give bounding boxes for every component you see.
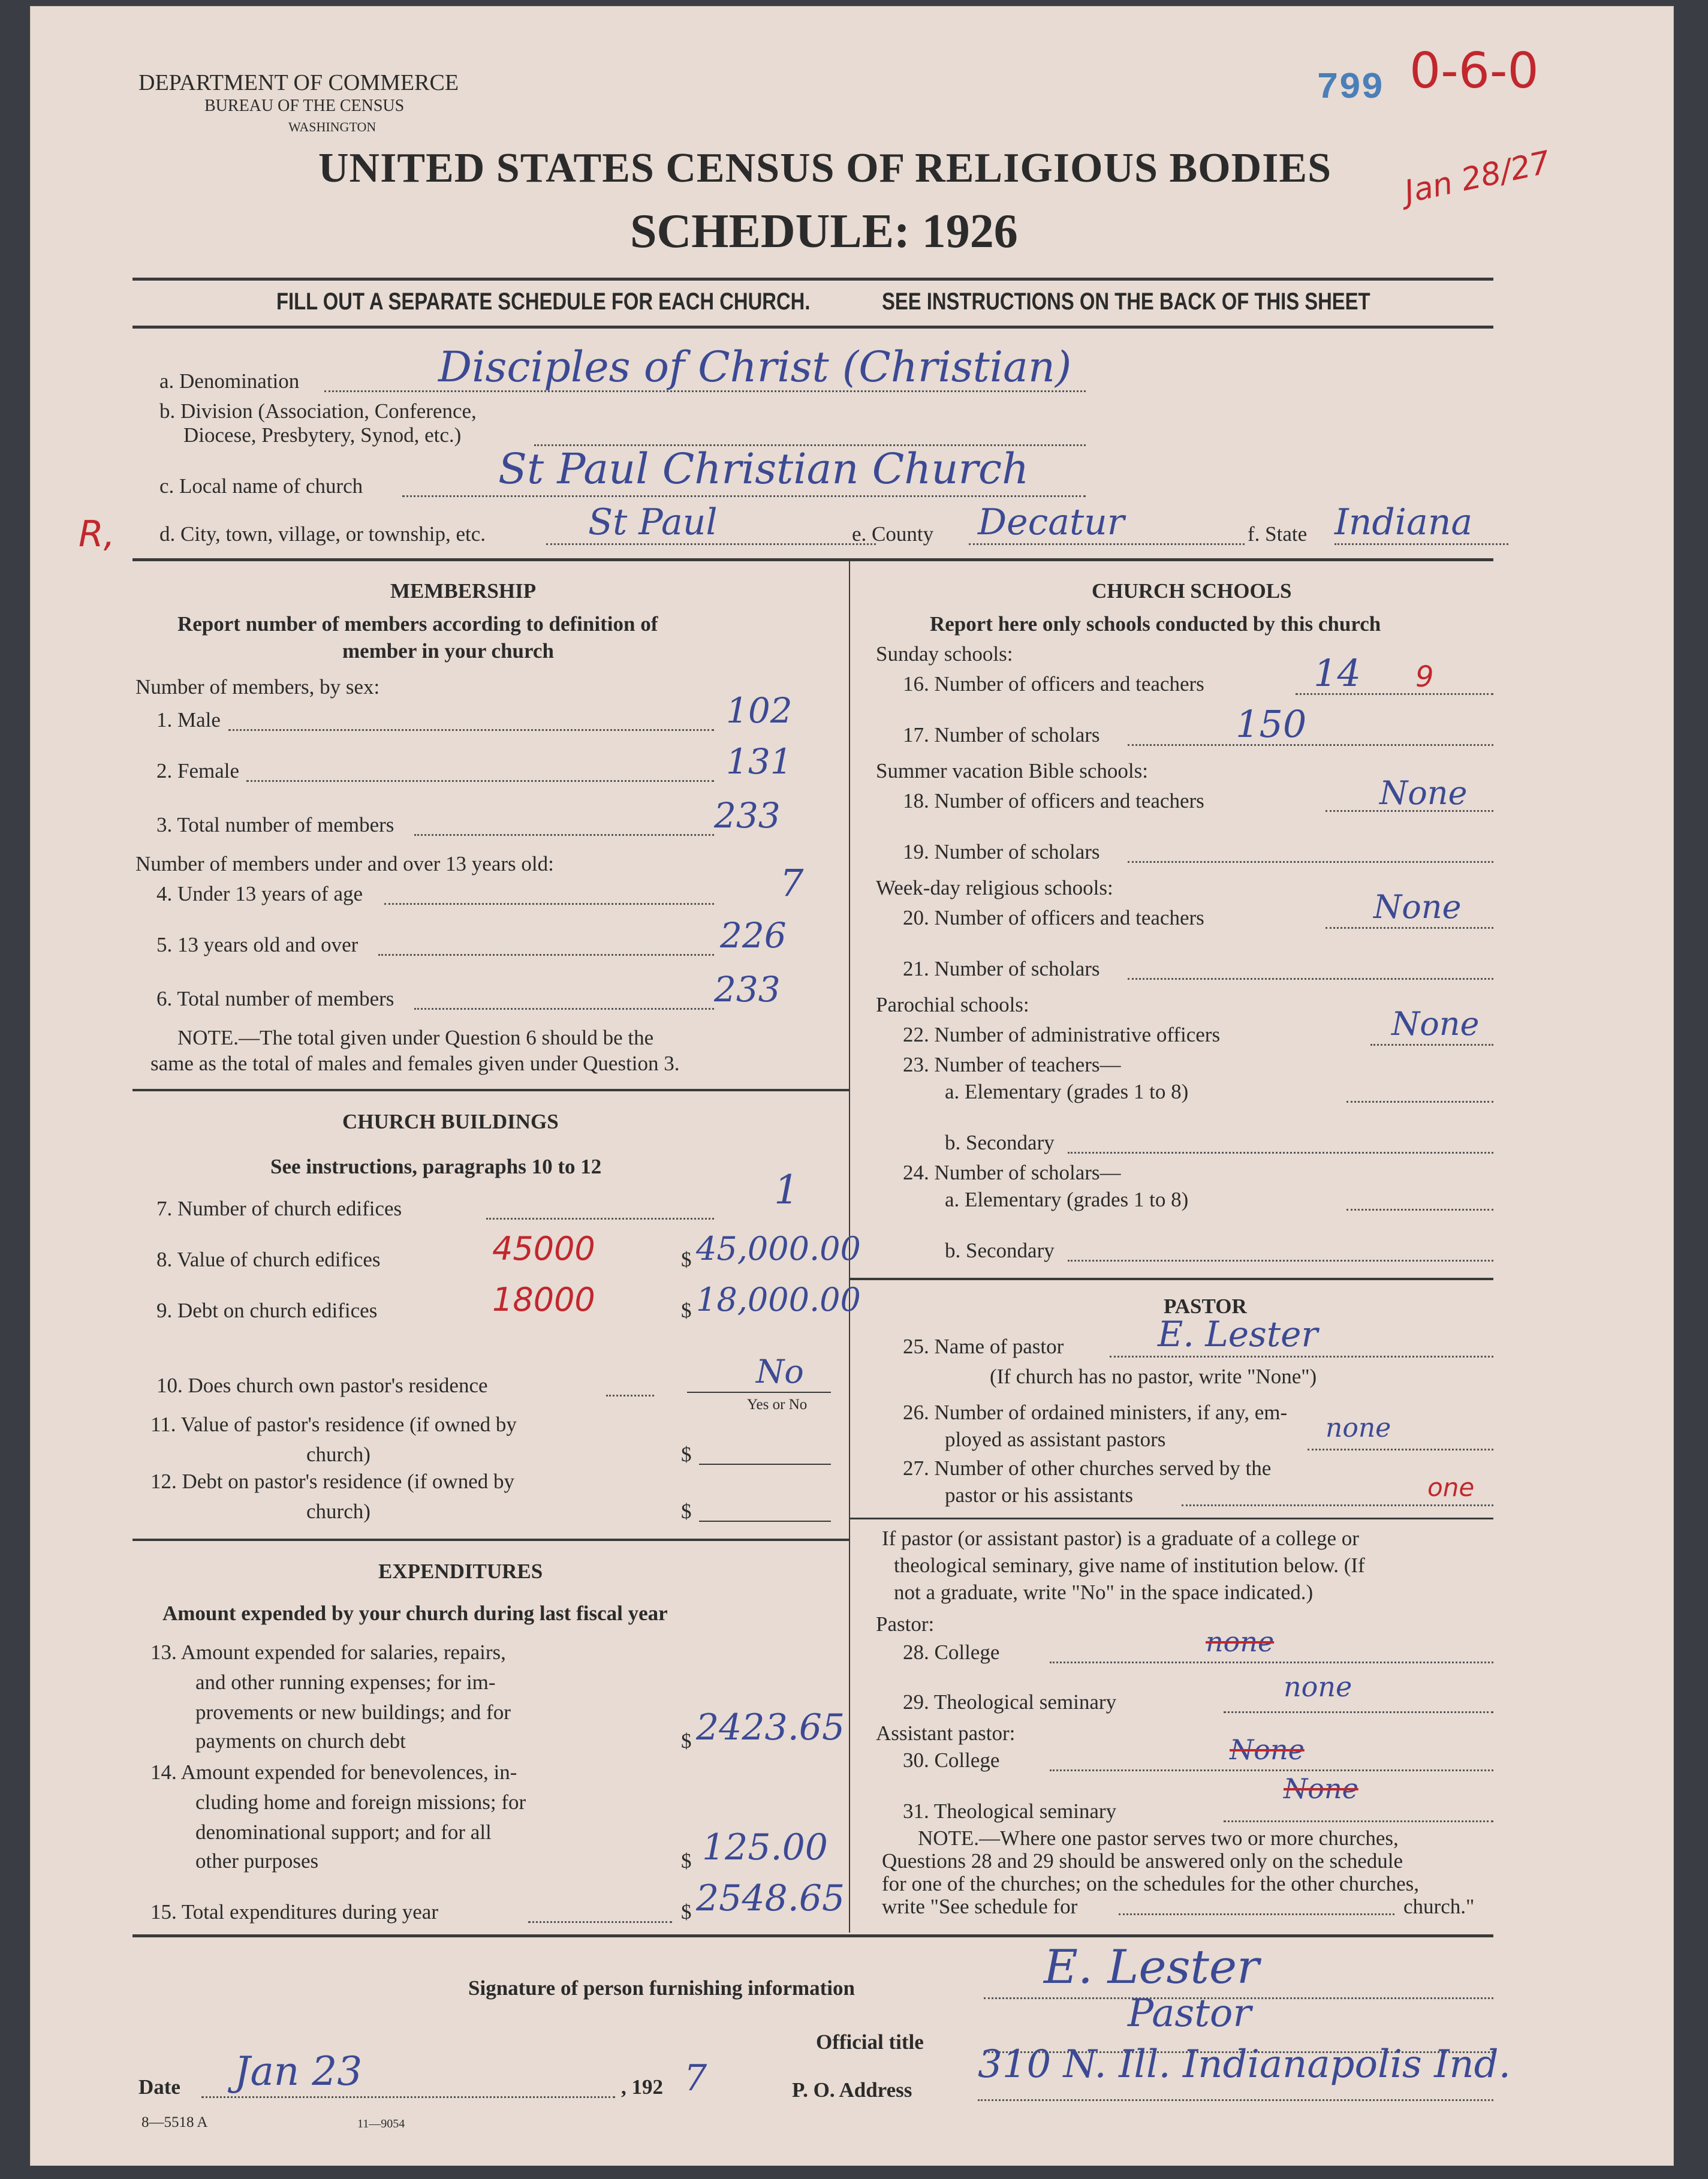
membership-note2: same as the total of males and females given under Question 3. xyxy=(150,1052,680,1075)
graduate-note-2: theological seminary, give name of institution below. (If xyxy=(894,1554,1365,1577)
q9-label: 9. Debt on church edifices xyxy=(156,1299,378,1322)
membership-heading: MEMBERSHIP xyxy=(390,579,537,603)
q4-line xyxy=(384,903,714,905)
q8-dollar: $ xyxy=(681,1248,692,1271)
buildings-heading: CHURCH BUILDINGS xyxy=(342,1110,559,1133)
census-schedule-sheet xyxy=(30,6,1674,2166)
division-label: b. Division (Association, Conference, xyxy=(159,399,477,423)
q20-line xyxy=(1326,927,1493,929)
pastor-label: Pastor: xyxy=(876,1612,935,1636)
buildings-sub: See instructions, paragraphs 10 to 12 xyxy=(270,1155,602,1178)
graduate-note-1: If pastor (or assistant pastor) is a graduate of a college or xyxy=(882,1527,1359,1550)
q14-dollar: $ xyxy=(681,1849,692,1873)
pastor-rule xyxy=(850,1518,1493,1519)
q16-value: 14 xyxy=(1314,651,1361,695)
q5-label: 5. 13 years old and over xyxy=(156,933,359,956)
q13-label-1: 13. Amount expended for salaries, repairs, xyxy=(150,1641,506,1664)
city-label: d. City, town, village, or township, etc. xyxy=(159,522,486,546)
q20-label: 20. Number of officers and teachers xyxy=(903,906,1204,929)
official-title-label: Official title xyxy=(816,2030,924,2054)
q18-value: None xyxy=(1379,774,1468,812)
signature-label: Signature of person furnishing information xyxy=(468,1976,855,2000)
q13-label-2: and other running expenses; for im- xyxy=(195,1671,496,1694)
q25-note: (If church has no pastor, write "None") xyxy=(990,1365,1317,1388)
q8-label: 8. Value of church edifices xyxy=(156,1248,381,1271)
date-line xyxy=(201,2096,615,2098)
q10-line xyxy=(687,1392,831,1393)
q25-line xyxy=(1110,1356,1493,1358)
q28-label: 28. College xyxy=(903,1641,1000,1664)
pastor-note-5: church." xyxy=(1403,1895,1475,1918)
q9-dollar: $ xyxy=(681,1299,692,1322)
q29-label: 29. Theological seminary xyxy=(903,1690,1117,1714)
po-address-label: P. O. Address xyxy=(792,2078,912,2102)
q15-label: 15. Total expenditures during year xyxy=(150,1900,438,1924)
bottom-rule xyxy=(132,1934,1493,1937)
q16-label: 16. Number of officers and teachers xyxy=(903,672,1204,696)
state-line xyxy=(1335,543,1508,545)
q29-line xyxy=(1224,1711,1493,1713)
bureau-name: BUREAU OF THE CENSUS xyxy=(204,97,405,115)
q27-label-2: pastor or his assistants xyxy=(945,1483,1134,1507)
q23a-label: a. Elementary (grades 1 to 8) xyxy=(945,1080,1189,1103)
q6-label: 6. Total number of members xyxy=(156,987,394,1010)
form-number: 8—5518 A xyxy=(141,2114,208,2130)
q3-value: 233 xyxy=(714,795,781,836)
city-name: WASHINGTON xyxy=(288,119,376,134)
year-prefix: , 192 xyxy=(621,2075,663,2099)
q11-line xyxy=(699,1464,831,1465)
schools-sub: Report here only schools conducted by this church xyxy=(930,612,1381,636)
q13-value: 2423.65 xyxy=(696,1707,845,1748)
q12-label-2: church) xyxy=(306,1500,370,1523)
q24a-line xyxy=(1346,1209,1493,1211)
year-value: 7 xyxy=(684,2057,707,2099)
date-label: Date xyxy=(138,2075,180,2099)
q21-line xyxy=(1128,978,1493,980)
q1-value: 102 xyxy=(726,690,793,731)
county-label: e. County xyxy=(852,522,934,546)
q19-line xyxy=(1128,861,1493,863)
q15-line xyxy=(528,1921,672,1923)
membership-sub2: member in your church xyxy=(342,639,554,663)
state-value: Indiana xyxy=(1335,501,1473,543)
q25-label: 25. Name of pastor xyxy=(903,1335,1064,1358)
pastor-note-1: NOTE.—Where one pastor serves two or more churches, xyxy=(918,1826,1399,1850)
red-code: 0-6-0 xyxy=(1409,43,1539,100)
q31-label: 31. Theological seminary xyxy=(903,1799,1117,1823)
q13-label-4: payments on church debt xyxy=(195,1729,406,1753)
q1-line xyxy=(228,729,714,731)
pastor-heading: PASTOR xyxy=(1164,1295,1247,1318)
q24b-label: b. Secondary xyxy=(945,1239,1055,1262)
red-date: Jan 28/27 xyxy=(1401,145,1554,210)
weekday-schools-label: Week-day religious schools: xyxy=(876,876,1113,899)
q12-dollar: $ xyxy=(681,1500,692,1523)
q6-value: 233 xyxy=(714,969,781,1010)
pastor-note-3: for one of the churches; on the schedules for the other churches, xyxy=(882,1872,1420,1895)
q30-line xyxy=(1050,1769,1493,1771)
po-address-line xyxy=(978,2099,1493,2101)
state-label: f. State xyxy=(1248,522,1308,546)
church-name-line xyxy=(402,495,1086,497)
q2-line xyxy=(246,780,714,782)
q17-value: 150 xyxy=(1236,702,1307,746)
city-line xyxy=(546,543,876,545)
graduate-note-3: not a graduate, write "No" in the space indicated.) xyxy=(894,1581,1314,1604)
q2-label: 2. Female xyxy=(156,759,240,782)
schools-rule xyxy=(850,1278,1493,1280)
q22-label: 22. Number of administrative officers xyxy=(903,1023,1221,1046)
q3-line xyxy=(414,834,714,836)
church-name-label: c. Local name of church xyxy=(159,474,363,498)
q5-line xyxy=(378,954,714,956)
expenditures-sub: Amount expended by your church during last fiscal year xyxy=(162,1602,668,1625)
po-address-value: 310 N. Ill. Indianapolis Ind. xyxy=(978,2042,1511,2087)
q17-label: 17. Number of scholars xyxy=(903,723,1100,747)
city-value: St Paul xyxy=(588,501,718,543)
schools-heading: CHURCH SCHOOLS xyxy=(1092,579,1292,603)
page-title: UNITED STATES CENSUS OF RELIGIOUS BODIES xyxy=(318,145,1332,191)
expenditures-heading: EXPENDITURES xyxy=(378,1560,543,1583)
membership-note1: NOTE.—The total given under Question 6 should be the xyxy=(177,1026,654,1049)
q8-value: 45,000.00 xyxy=(696,1230,861,1268)
q28-line xyxy=(1050,1662,1493,1663)
assistant-pastor-label: Assistant pastor: xyxy=(876,1721,1016,1745)
parochial-schools-label: Parochial schools: xyxy=(876,993,1029,1016)
signature-value: E. Lester xyxy=(1044,1940,1260,1994)
q23-label: 23. Number of teachers— xyxy=(903,1053,1121,1076)
q24a-label: a. Elementary (grades 1 to 8) xyxy=(945,1188,1189,1211)
official-title-value: Pastor xyxy=(1128,1991,1252,2036)
q15-value: 2548.65 xyxy=(696,1877,845,1919)
header-rule-bottom xyxy=(132,326,1493,329)
q2-value: 131 xyxy=(726,741,793,782)
q4-value: 7 xyxy=(780,861,804,905)
q10-label: 10. Does church own pastor's residence xyxy=(156,1374,488,1397)
q27-value: one xyxy=(1427,1473,1475,1502)
q12-label-1: 12. Debt on pastor's residence (if owned by xyxy=(150,1470,514,1493)
q23b-label: b. Secondary xyxy=(945,1131,1055,1154)
sunday-schools-label: Sunday schools: xyxy=(876,642,1013,666)
q29-value: none xyxy=(1284,1671,1352,1703)
membership-sub1: Report number of members according to definition of xyxy=(177,612,658,636)
q11-dollar: $ xyxy=(681,1443,692,1466)
q31-value: None xyxy=(1284,1772,1358,1805)
pastor-note-line xyxy=(1119,1913,1394,1915)
instruction-right: SEE INSTRUCTIONS ON THE BACK OF THIS SHEET xyxy=(882,288,1370,315)
date-value: Jan 23 xyxy=(234,2048,363,2094)
q26-line xyxy=(1308,1449,1493,1450)
q14-label-2: cluding home and foreign missions; for xyxy=(195,1790,526,1814)
instruction-left: FILL OUT A SEPARATE SCHEDULE FOR EACH CHURCH. xyxy=(276,288,811,315)
buildings-rule xyxy=(132,1539,849,1541)
county-value: Decatur xyxy=(978,501,1125,543)
q3-label: 3. Total number of members xyxy=(156,813,394,836)
q18-label: 18. Number of officers and teachers xyxy=(903,789,1204,812)
q26-value: none xyxy=(1326,1413,1391,1443)
q17-line xyxy=(1128,744,1493,746)
q7-value: 1 xyxy=(774,1167,799,1213)
q13-dollar: $ xyxy=(681,1729,692,1753)
q30-label: 30. College xyxy=(903,1748,1000,1772)
denomination-value: Disciples of Christ (Christian) xyxy=(438,342,1072,392)
q25-value: E. Lester xyxy=(1158,1314,1318,1355)
denomination-label: a. Denomination xyxy=(159,369,300,393)
pastor-note-2: Questions 28 and 29 should be answered only on the schedule xyxy=(882,1849,1403,1873)
section-rule xyxy=(132,558,1493,561)
header-rule-top xyxy=(132,278,1493,281)
members-by-sex: Number of members, by sex: xyxy=(135,675,380,699)
q30-value: None xyxy=(1230,1733,1305,1766)
q14-label-4: other purposes xyxy=(195,1849,319,1873)
q6-line xyxy=(414,1008,714,1010)
q20-value: None xyxy=(1373,888,1462,926)
q4-label: 4. Under 13 years of age xyxy=(156,882,363,905)
pastor-note-4: write "See schedule for xyxy=(882,1895,1078,1918)
q22-line xyxy=(1370,1044,1493,1046)
q22-value: None xyxy=(1391,1005,1480,1043)
membership-rule xyxy=(132,1089,849,1091)
division-label-2: Diocese, Presbytery, Synod, etc.) xyxy=(183,423,462,447)
q11-label-1: 11. Value of pastor's residence (if owned by xyxy=(150,1413,517,1436)
q28-value: none xyxy=(1206,1626,1275,1658)
church-name-value: St Paul Christian Church xyxy=(498,444,1029,493)
q14-label-1: 14. Amount expended for benevolences, in- xyxy=(150,1760,517,1784)
dept-name: DEPARTMENT OF COMMERCE xyxy=(138,70,459,95)
q8-red-value: 45000 xyxy=(492,1230,595,1268)
under-over-label: Number of members under and over 13 years old: xyxy=(135,852,554,875)
q9-value: 18,000.00 xyxy=(696,1281,861,1319)
q27-label-1: 27. Number of other churches served by the xyxy=(903,1456,1272,1480)
q5-value: 226 xyxy=(720,915,787,956)
q26-label-2: ployed as assistant pastors xyxy=(945,1428,1166,1451)
summer-schools-label: Summer vacation Bible schools: xyxy=(876,759,1148,782)
q23b-line xyxy=(1068,1152,1493,1154)
stamp-number: 799 xyxy=(1317,67,1384,109)
q21-label: 21. Number of scholars xyxy=(903,957,1100,980)
q10-value: No xyxy=(756,1353,804,1391)
page-subtitle: SCHEDULE: 1926 xyxy=(630,205,1018,258)
county-line xyxy=(969,543,1245,545)
q15-dollar: $ xyxy=(681,1900,692,1924)
print-number: 11—9054 xyxy=(357,2117,405,2130)
q24-label: 24. Number of scholars— xyxy=(903,1161,1121,1184)
q7-label: 7. Number of church edifices xyxy=(156,1197,402,1220)
q14-label-3: denominational support; and for all xyxy=(195,1820,492,1844)
q7-line xyxy=(486,1218,714,1220)
q27-line xyxy=(1182,1504,1493,1506)
q31-line xyxy=(1224,1820,1493,1822)
q16-red-value: 9 xyxy=(1415,660,1434,694)
q13-label-3: provements or new buildings; and for xyxy=(195,1701,511,1724)
q9-red-value: 18000 xyxy=(492,1281,595,1319)
q24b-line xyxy=(1068,1260,1493,1262)
q12-line xyxy=(699,1521,831,1522)
q26-label-1: 26. Number of ordained ministers, if any, em- xyxy=(903,1401,1288,1424)
q11-label-2: church) xyxy=(306,1443,370,1466)
q19-label: 19. Number of scholars xyxy=(903,840,1100,863)
q10-dots xyxy=(606,1395,654,1397)
yes-or-no-hint: Yes or No xyxy=(747,1397,808,1413)
q1-label: 1. Male xyxy=(156,708,221,732)
q23a-line xyxy=(1346,1101,1493,1103)
margin-mark: R, xyxy=(79,513,115,555)
q14-value: 125.00 xyxy=(702,1826,828,1868)
